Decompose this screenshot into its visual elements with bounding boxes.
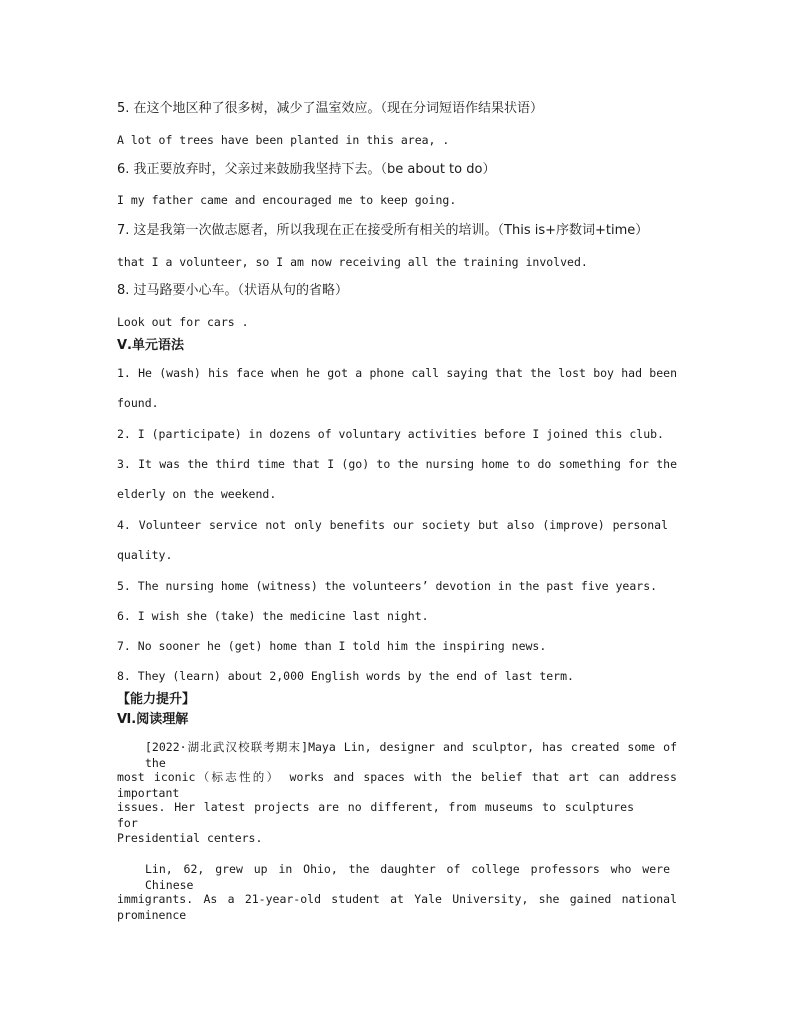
translation-answer-7: that I a volunteer, so I am now receiving all the training involved. <box>117 255 588 269</box>
grammar-line: found. <box>117 396 159 410</box>
section-heading-grammar: Ⅴ.单元语法 <box>117 338 184 353</box>
translation-answer-6: I my father came and encouraged me to keep going. <box>117 193 457 207</box>
grammar-line: 5. The nursing home (witness) the volunteers’ devotion in the past five years. <box>117 579 658 593</box>
translation-prompt-7: 7. 这是我第一次做志愿者，所以我现在正在接受所有相关的培训。（This is+序数词+time） <box>117 223 649 238</box>
reading-line: [2022·湖北武汉校联考期末]Maya Lin, designer and sculptor, has created some of the <box>145 740 677 770</box>
translation-prompt-6: 6. 我正要放弃时，父亲过来鼓励我坚持下去。（be about to do） <box>117 162 496 177</box>
translation-answer-8: Look out for cars . <box>117 315 249 329</box>
grammar-line: 3. It was the third time that I (go) to the nursing home to do something for the <box>117 457 677 471</box>
grammar-line: quality. <box>117 548 173 562</box>
grammar-line: 2. I (participate) in dozens of voluntary activities before I joined this club. <box>117 427 664 441</box>
grammar-line: 1. He (wash) his face when he got a phone call saying that the lost boy had been <box>117 366 677 380</box>
reading-line: issues. Her latest projects are no different, from museums to sculptures for <box>117 800 634 830</box>
reading-line: Presidential centers. <box>117 831 263 845</box>
translation-answer-5: A lot of trees have been planted in this area, . <box>117 133 450 147</box>
grammar-line: elderly on the weekend. <box>117 487 277 501</box>
translation-prompt-8: 8. 过马路要小心车。（状语从句的省略） <box>117 283 349 298</box>
translation-prompt-5: 5. 在这个地区种了很多树，减少了温室效应。（现在分词短语作结果状语） <box>117 101 544 116</box>
reading-line: Lin, 62, grew up in Ohio, the daughter of college professors who were Chinese <box>145 862 670 892</box>
section-heading-ability: 【能力提升】 <box>117 692 196 707</box>
reading-line: immigrants. As a 21-year-old student at Yale University, she gained national prominence <box>117 892 677 922</box>
grammar-line: 4. Volunteer service not only benefits our society but also (improve) personal <box>117 518 668 532</box>
reading-line: most iconic（标志性的） works and spaces with the belief that art can address important <box>117 770 677 800</box>
grammar-line: 6. I wish she (take) the medicine last night. <box>117 609 429 623</box>
grammar-line: 8. They (learn) about 2,000 English words by the end of last term. <box>117 669 574 683</box>
grammar-line: 7. No sooner he (get) home than I told him the inspiring news. <box>117 639 547 653</box>
section-heading-reading: Ⅵ.阅读理解 <box>117 712 189 727</box>
